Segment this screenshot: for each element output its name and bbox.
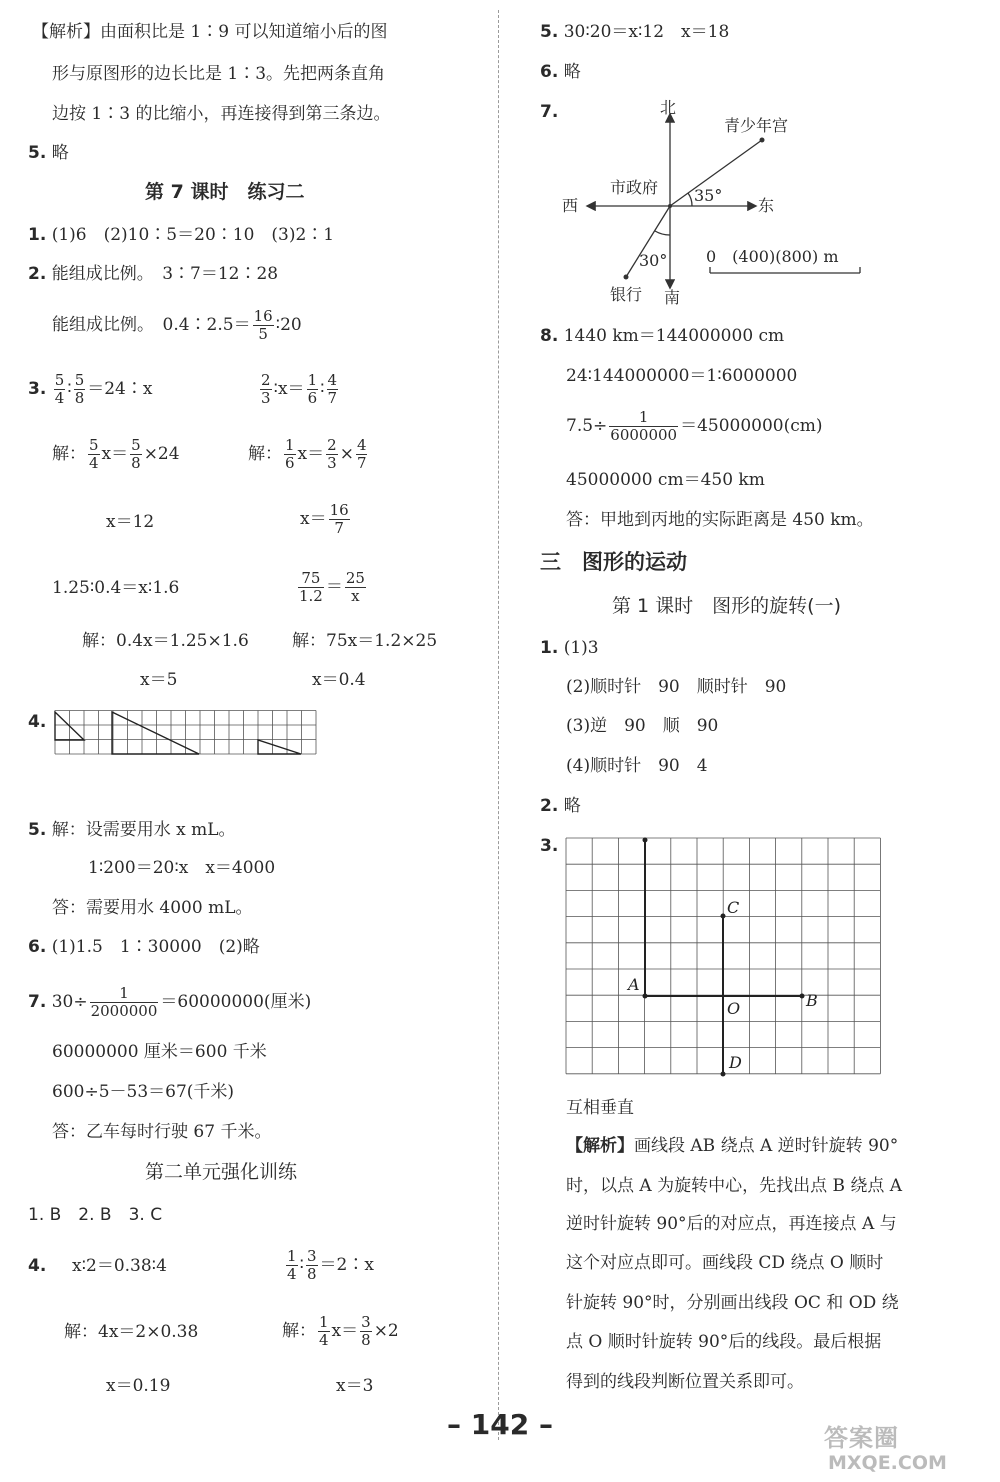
answer-3-eq1: 3. $\frac{5}{4}$ ∶ $\frac{5}{8}$ ＝24∶x xyxy=(28,371,153,407)
rotation-answer-3-number: 3. xyxy=(540,836,559,856)
fraction: $\frac{5}{8}$ xyxy=(74,371,85,407)
point-a-label: A xyxy=(628,975,640,994)
fraction: $\frac{1}{6000000}$ xyxy=(610,408,678,444)
right-answer-8: 8. 1440 km＝144000000 cm xyxy=(540,326,785,346)
bank-point xyxy=(624,275,629,280)
fraction: $\frac{1}{4}$ xyxy=(287,1247,297,1283)
fraction: $\frac{2}{3}$ xyxy=(261,371,271,407)
angle-arc-30 xyxy=(655,231,670,235)
analysis-line-3: 边按 1∶3 的比缩小，再连接得到第三条边。 xyxy=(52,104,391,124)
analysis-line-1 xyxy=(32,22,387,42)
fraction: $\frac{2}{3}$ xyxy=(327,436,337,472)
point-c-label: C xyxy=(727,898,740,917)
fraction: $\frac{5}{8}$ xyxy=(131,436,141,472)
explanation-line-2: 时，以点 A 为旋转中心，先找出点 B 绕点 A xyxy=(566,1176,903,1196)
unit2-result-1: x＝0.19 xyxy=(106,1376,171,1396)
equation-3: 1.25∶0.4＝x∶1.6 xyxy=(52,578,180,598)
scale-label: 0 (400)(800) m xyxy=(706,247,839,266)
solution-1: 解： $\frac{5}{4}$ x＝ $\frac{5}{8}$ ×24 xyxy=(52,436,180,472)
unit2-solution-1: 解：4x＝2×0.38 xyxy=(64,1322,199,1342)
point-o-label: O xyxy=(727,999,741,1018)
rotation-answer-1: 1. (1)3 xyxy=(540,638,599,658)
scale-drawing-grid xyxy=(54,710,318,756)
east-label: 东 xyxy=(758,196,775,215)
fraction: $\frac{5}{4}$ xyxy=(89,436,99,472)
result-1: x＝12 xyxy=(106,512,155,532)
page-number: – 142 – xyxy=(447,1408,553,1441)
large-triangle xyxy=(112,712,199,754)
unit3-title: 三 图形的运动 xyxy=(540,550,687,574)
fraction: $\frac{5}{4}$ xyxy=(54,371,65,407)
right-answer-7-number: 7. xyxy=(540,102,559,122)
south-label: 南 xyxy=(664,288,681,307)
fraction: $\frac{3}{8}$ xyxy=(361,1313,371,1349)
analysis-line-2: 形与原图形的边长比是 1∶3。先把两条直角 xyxy=(52,64,386,84)
answer-7-line2: 60000000 厘米＝600 千米 xyxy=(52,1042,267,1062)
fraction: $\frac{1}{6}$ xyxy=(285,436,295,472)
unit2-answer-4: 4. xyxy=(28,1256,47,1276)
rotation-answer-1-2: (2)顺时针 90 顺时针 90 xyxy=(566,677,787,697)
answer-2b: 能组成比例。 0.4∶2.5＝ $\frac{16}{5}$ ∶20 xyxy=(52,307,302,343)
answer-1: 1. (1)6 (2)10∶5＝20∶10 (3)2∶1 xyxy=(28,225,335,245)
fraction: $\frac{16}{7}$ xyxy=(329,501,349,537)
explanation-line-1: 【解析】画线段 AB 绕点 A 逆时针旋转 90° xyxy=(566,1136,899,1156)
rotation-answer-2: 2. 略 xyxy=(540,796,581,816)
answer-7-line3: 600÷5－53＝67(千米) xyxy=(52,1082,235,1102)
result-4: x＝0.4 xyxy=(312,670,366,690)
answer-5b-line3: 答：需要用水 4000 mL。 xyxy=(52,898,253,918)
answer-6: 6. (1)1.5 1∶30000 (2)略 xyxy=(28,937,260,957)
answer-5b-line2: 1∶200＝20∶x x＝4000 xyxy=(88,858,276,878)
answer-7: 7. 30÷ $\frac{1}{2000000}$ ＝60000000(厘米) xyxy=(28,984,312,1020)
solution-3: 解：0.4x＝1.25×1.6 xyxy=(82,631,249,651)
explanation-line-7: 得到的线段判断位置关系即可。 xyxy=(566,1372,804,1392)
angle-arc-35 xyxy=(688,193,692,206)
watermark-url: MXQE.COM xyxy=(828,1452,947,1474)
result-3: x＝5 xyxy=(140,670,178,690)
fraction: $\frac{4}{7}$ xyxy=(356,436,367,472)
fraction: $\frac{16}{5}$ xyxy=(253,307,273,343)
perpendicular-answer: 互相垂直 xyxy=(566,1098,634,1118)
point-b-label: B xyxy=(806,991,818,1010)
explanation-line-4: 这个对应点即可。画线段 CD 绕点 O 顺时 xyxy=(566,1253,884,1273)
right-answer-8-line4: 45000000 cm＝450 km xyxy=(566,470,765,490)
explanation-tag: 【解析】 xyxy=(566,1136,634,1156)
unit2-eq2: $\frac{1}{4}$ ∶ $\frac{3}{8}$ ＝2∶x xyxy=(287,1247,374,1283)
answer-5: 5. 略 xyxy=(28,143,69,163)
column-divider xyxy=(498,10,499,1440)
direction-map xyxy=(560,95,900,310)
youth-palace-point xyxy=(760,138,765,143)
right-answer-8-line3: 7.5÷ $\frac{1}{6000000}$ ＝45000000(cm) xyxy=(566,408,823,444)
answer-7-line4: 答：乙车每时行驶 67 千米。 xyxy=(52,1122,272,1142)
city-hall-label: 市政府 xyxy=(610,178,659,197)
answer-4-number: 4. xyxy=(28,712,47,732)
explanation-line-3: 逆时针旋转 90°后的对应点，再连接点 A 与 xyxy=(566,1214,897,1234)
watermark-logo: 答案圈 xyxy=(824,1424,899,1452)
unit2-eq1: x∶2＝0.38∶4 xyxy=(72,1256,167,1276)
fraction: $\frac{1}{4}$ xyxy=(319,1313,329,1349)
shifted-triangle xyxy=(258,740,301,754)
youth-palace-label: 青少年宫 xyxy=(724,116,789,135)
fraction: $\frac{1}{6}$ xyxy=(307,371,318,407)
section-title-rotation: 第 1 课时 图形的旋转(一) xyxy=(612,595,841,617)
north-label: 北 xyxy=(660,98,677,117)
explanation-line-6: 点 O 顺时针旋转 90°后的线段。最后根据 xyxy=(566,1332,882,1352)
right-answer-8-line5: 答：甲地到丙地的实际距离是 450 km。 xyxy=(566,510,874,530)
equation-4: $\frac{75}{1.2}$ ＝ $\frac{25}{x}$ xyxy=(299,569,365,605)
fraction: $\frac{25}{x}$ xyxy=(345,569,365,605)
result-2: x＝ $\frac{16}{7}$ xyxy=(300,501,349,537)
angle-35-label: 35° xyxy=(694,186,723,205)
point-d-label: D xyxy=(729,1053,742,1072)
answer-5b: 5. 解：设需要用水 x mL。 xyxy=(28,820,236,840)
answer-2: 2. 能组成比例。 3∶7＝12∶28 xyxy=(28,264,279,284)
fraction: $\frac{3}{8}$ xyxy=(306,1247,317,1283)
right-answer-6: 6. 略 xyxy=(540,62,581,82)
fraction: $\frac{1}{2000000}$ xyxy=(90,984,158,1020)
right-answer-5: 5. 30∶20＝x∶12 x＝18 xyxy=(540,22,730,42)
solution-2: 解： $\frac{1}{6}$ x＝ $\frac{2}{3}$ × $\frac{4}{7}$ xyxy=(248,436,367,472)
right-answer-8-line2: 24∶144000000＝1∶6000000 xyxy=(566,366,798,386)
rotation-grid xyxy=(566,838,884,1078)
unit2-result-2: x＝3 xyxy=(336,1376,374,1396)
fraction: $\frac{4}{7}$ xyxy=(327,371,338,407)
answer-3-eq2: $\frac{2}{3}$ ∶x＝ $\frac{1}{6}$ ∶ $\frac{4}{7}$ xyxy=(261,371,338,407)
unit2-solution-2: 解： $\frac{1}{4}$ x＝ $\frac{3}{8}$ ×2 xyxy=(282,1313,399,1349)
angle-30-label: 30° xyxy=(639,251,668,270)
analysis-text: 【解析】由面积比是 1∶9 可以知道缩小后的图 xyxy=(32,22,388,42)
solution-4: 解：75x＝1.2×25 xyxy=(292,631,438,651)
fraction: $\frac{75}{1.2}$ xyxy=(299,569,323,605)
section-title-lesson7: 第 7 课时 练习二 xyxy=(145,181,305,203)
bank-label: 银行 xyxy=(610,285,643,304)
center-point xyxy=(668,204,672,208)
rotation-answer-1-3: (3)逆 90 顺 90 xyxy=(566,716,719,736)
west-label: 西 xyxy=(562,196,579,215)
explanation-line-5: 针旋转 90°时，分别画出线段 OC 和 OD 绕 xyxy=(566,1293,899,1313)
section-title-unit2: 第二单元强化训练 xyxy=(145,1161,298,1183)
rotation-answer-1-4: (4)顺时针 90 4 xyxy=(566,756,708,776)
multiple-choice-answers: 1. B 2. B 3. C xyxy=(28,1205,163,1225)
